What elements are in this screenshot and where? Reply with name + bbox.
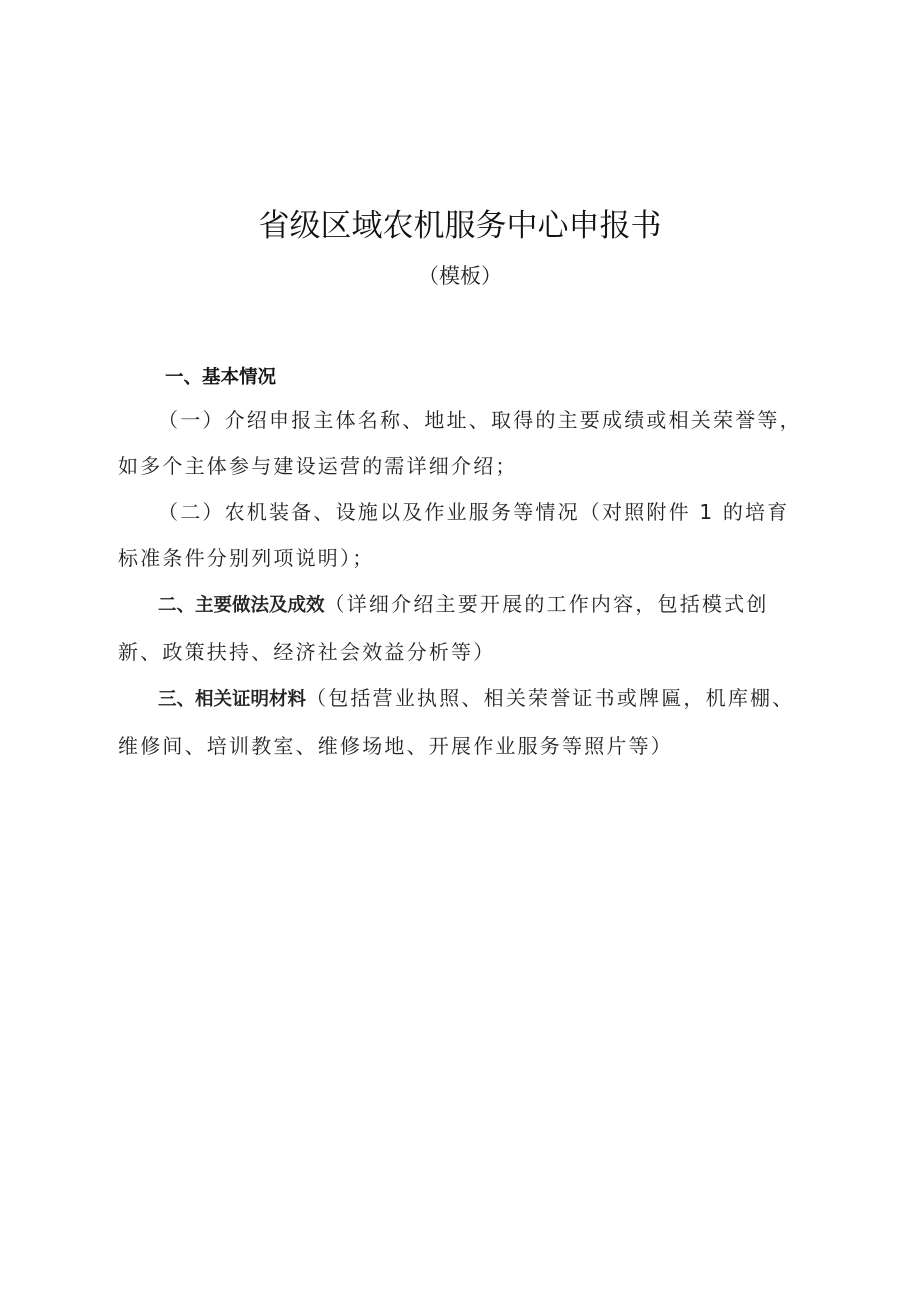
section1-heading: 一、基本情况 [165,367,277,388]
section3-text: （包括营业执照、相关荣誉证书或牌匾，机库棚、维修间、培训教室、维修场地、开展作业服务等照片等） [118,686,795,758]
item2-paragraph: （二）农机装备、设施以及作业服务等情况（对照附件 1 的培育标准条件分别列项说明）； [118,500,790,570]
section2-text: （详细介绍主要开展的工作内容，包括模式创新、政策扶持、经济社会效益分析等） [118,592,769,664]
section3-heading: 三、相关证明材料 [158,689,307,710]
section1-body [118,397,808,769]
document-subtitle: （模板） [418,264,502,288]
document-title: 省级区域农机服务中心申报书 [258,208,662,244]
section2-paragraph [118,581,808,675]
item1-paragraph: （一）介绍申报主体名称、地址、取得的主要成绩或相关荣誉等，如多个主体参与建设运营的需详细介绍； [118,408,802,478]
section2-heading: 二、主要做法及成效 [158,595,325,616]
section3-paragraph [118,675,808,769]
